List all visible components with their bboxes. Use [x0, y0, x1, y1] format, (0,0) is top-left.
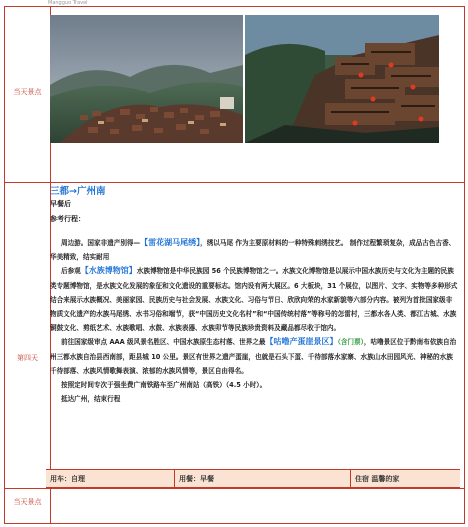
stilt-houses-image [245, 15, 439, 143]
museum-highlight: 【水族博物馆】 [80, 266, 137, 276]
brand-note: Mangguo Travel [48, 0, 88, 6]
paragraph-embroidery [50, 236, 458, 264]
p2-text-rest: 水族博物馆是中华民族园 56 个民族博物馆之一。水族文化博物馆是以展示中国水族历史与文化为主题的民族类专题博物馆，是水族文化发展的象征和文化遗设的重要标志。馆内设有两大展区。6 大板块，31 个展位，以图片、文字、实物等多种形式结合来展示水族概况、美丽家园、民族历史与社会发展、水族文化、习俗与节日、欣欣向荣的水家新貌等六部分内容。被列为首批国家级非物质文化遗产的水族马尾绣、水书习俗和端节，获“中国历史文化名村”和“中国传统村落”等称号的怎雷村，三都水各人类、都江古城、水族铜鼓文化、剪纸艺术、水族歌唱、水鼓、水族表器、水族卯节等民族珍贵资料及藏品都尽收于馆内。 [50, 267, 458, 333]
egg-cliff-highlight: 【咕噜产蛋崖景区】 [265, 337, 338, 347]
p2-text: 后参观 [61, 267, 81, 276]
itinerary-label: 参考行程： [50, 215, 85, 223]
paragraph-train: 按照定时间专次于强坐费广南铁路车至广州南站（高铁）（4.5 小时）。 [61, 381, 267, 390]
p3-text-rest: ，咕噜景区位于黔南布依族自治州三都水族自治县西南部，距县城 10 公里。景区有世界之遗产蛋崖，也就是石头下蛋、千待部落水家寨、水族山水田园风光、神秘的水族千待部落、水族风情歌舞表演、浓郁的水族风情等，景区自由得名。 [50, 338, 457, 375]
embroidery-highlight: 【雷花湖马尾绣】 [140, 238, 201, 247]
scenery-label: 当天景点 [13, 88, 42, 96]
hotel-cell: 住宿 温馨的家 [355, 475, 400, 483]
bottom-scenery-label: 当天景点 [13, 498, 42, 506]
breakfast-cell: 用餐：早餐 [179, 475, 214, 483]
paragraph-museum [50, 264, 458, 335]
village-photo [50, 15, 243, 143]
stilt-houses-photo [245, 15, 439, 143]
breakfast-line: 早餐后 [50, 200, 71, 208]
paragraph-egg-cliff [50, 335, 458, 378]
p3-text: 前往国家级审点 AAA 级风景名胜区、中国水族原生态村落、世界之最 [61, 338, 266, 347]
village-photo-image [50, 15, 243, 143]
paragraph-arrival: 抵达广州，结束行程 [61, 395, 121, 404]
p1-text-rest: ，绣以马尾 作为主要原材料的一种特殊刺绣技艺。 制作过程繁琐复杂，成品古色古香、华美精致，结实耐用 [50, 239, 456, 262]
meal-bar [46, 469, 460, 488]
day-label: 第四天 [17, 354, 38, 362]
route-title: 三都→广州南 [50, 186, 106, 197]
row-divider [5, 488, 464, 489]
p1-text: 周边游。国家非遗产别得— [61, 239, 141, 247]
itinerary-body [50, 236, 458, 406]
lunch-cell: 用车：自理 [50, 475, 85, 483]
ticket-included: （含门票） [337, 338, 364, 347]
